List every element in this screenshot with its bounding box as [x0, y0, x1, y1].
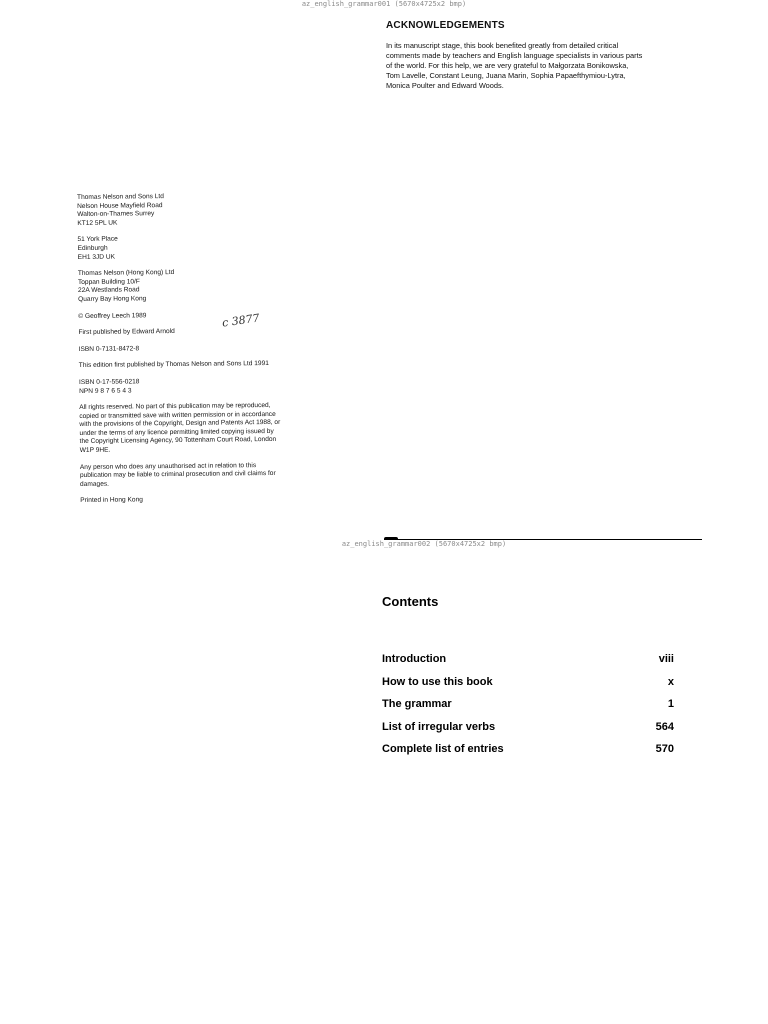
- toc-entry-label: The grammar: [382, 698, 452, 710]
- toc-entry-irregular-verbs: [382, 721, 674, 744]
- toc-entry-how-to-use: [382, 676, 674, 699]
- toc-entry-label: How to use this book: [382, 675, 493, 688]
- warning-line: Any person who does any unauthorised act in relation to this: [79, 461, 257, 471]
- scan-header-top: az_english_grammar001 (5670x4725x2 bmp): [301, 0, 467, 8]
- toc-entry-complete-list: [382, 743, 674, 766]
- acknowledgements-line: comments made by teachers and English language specialists in various parts: [386, 51, 643, 60]
- contents-section: [382, 594, 674, 766]
- acknowledgements-title: ACKNOWLEDGEMENTS: [386, 20, 505, 31]
- address-line: 22A Westlands Road: [77, 286, 140, 295]
- scan-header-middle: az_english_grammar002 (5670x4725x2 bmp): [341, 540, 507, 548]
- rights-line: with the provisions of the Copyright, Design and Patents Act 1988, or: [79, 419, 281, 429]
- publisher-address: [77, 191, 317, 228]
- address-line: Quarry Bay Hong Kong: [78, 295, 147, 303]
- rights-line: All rights reserved. No part of this publication may be reproduced,: [79, 402, 271, 412]
- acknowledgements-line: In its manuscript stage, this book benefited greatly from detailed critical: [386, 41, 619, 50]
- address-line: 51 York Place: [77, 235, 118, 244]
- address-line: Thomas Nelson (Hong Kong) Ltd: [77, 269, 175, 278]
- toc-entry-page: 570: [655, 743, 674, 755]
- toc-entry-page: viii: [658, 653, 674, 665]
- address-line: EH1 3JD UK: [77, 253, 116, 261]
- toc-entry-label: Introduction: [382, 653, 447, 665]
- toc-entry-page: 1: [667, 698, 674, 710]
- isbn-second: ISBN 0-17-556-0218: [78, 378, 140, 386]
- hongkong-address: [78, 268, 318, 305]
- address-line: Toppan Building 10/F: [77, 278, 140, 286]
- first-published-line: First published by Edward Arnold: [78, 328, 175, 337]
- rights-line: the Copyright Licensing Agency, 90 Tottenham Court Road, London: [79, 436, 277, 446]
- rights-line: copied or transmitted save with written permission or in accordance: [79, 410, 276, 420]
- rights-line: W1P 9HE.: [79, 446, 111, 455]
- printed-in-line: Printed in Hong Kong: [80, 496, 143, 505]
- imprint-section: [77, 191, 320, 506]
- acknowledgements-body: [386, 41, 686, 91]
- contents-title: Contents: [382, 594, 439, 609]
- address-line: Nelson House Mayfield Road: [77, 201, 163, 210]
- address-line: Edinburgh: [77, 244, 108, 252]
- npn-line: NPN 9 8 7 6 5 4 3: [79, 386, 132, 395]
- toc-entry-grammar: [382, 698, 674, 721]
- rights-paragraph: [79, 402, 320, 456]
- isbn-first: ISBN 0-7131-8472-8: [78, 345, 140, 353]
- acknowledgements-line: of the world. For this help, we are very grateful to Małgorzata Bonikowska,: [386, 61, 629, 70]
- toc-entry-page: x: [667, 675, 674, 688]
- acknowledgements-line: Monica Poulter and Edward Woods.: [386, 81, 504, 90]
- warning-paragraph: [80, 461, 320, 489]
- copyright-line: © Geoffrey Leech 1989: [78, 311, 147, 320]
- warning-line: damages.: [80, 480, 110, 488]
- rights-line: under the terms of any licence permitting limited copying issued by: [79, 427, 274, 437]
- address-line: KT12 5PL UK: [77, 219, 118, 227]
- acknowledgements-line: Tom Lavelle, Constant Leung, Juana Marin, Sophia Papaefthymiou-Lytra,: [386, 71, 626, 80]
- edition-note: This edition first published by Thomas Nelson and Sons Ltd 1991: [78, 360, 269, 370]
- toc-entry-page: 564: [655, 720, 674, 733]
- toc-entry-label: List of irregular verbs: [382, 720, 496, 733]
- toc-entry-introduction: [382, 653, 674, 676]
- warning-line: publication may be liable to criminal prosecution and civil claims for: [79, 470, 276, 480]
- toc-entry-label: Complete list of entries: [382, 743, 504, 755]
- edinburgh-address: [77, 234, 317, 262]
- handwritten-note: c 3877: [221, 311, 261, 330]
- table-of-contents: [382, 653, 674, 766]
- address-line: Thomas Nelson and Sons Ltd: [77, 193, 164, 201]
- address-line: Walton-on-Thames Surrey: [77, 210, 155, 219]
- acknowledgements-section: [386, 20, 686, 91]
